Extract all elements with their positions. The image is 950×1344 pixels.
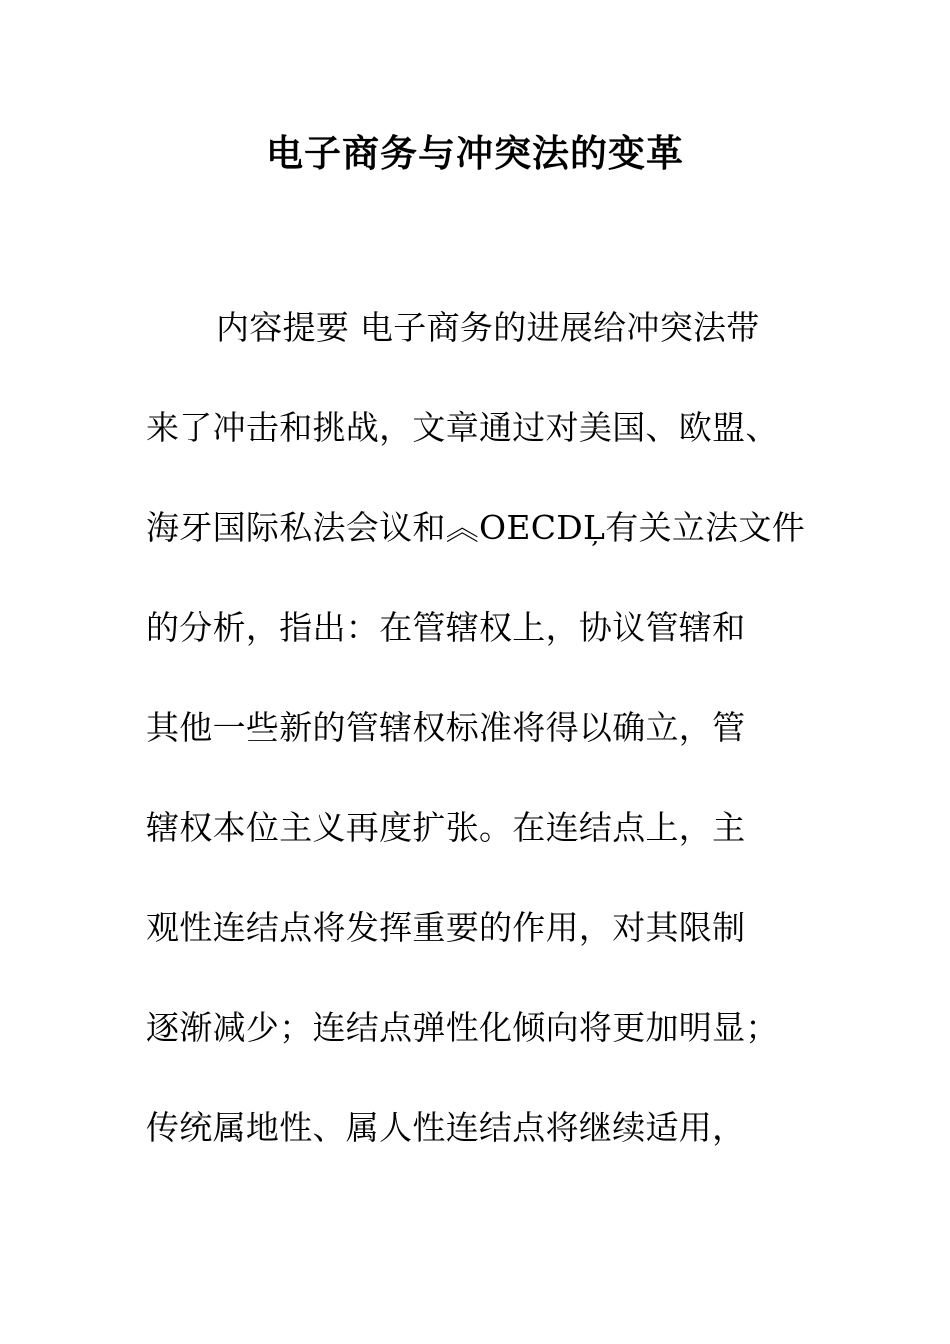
abstract-line-1: 内容提要 电子商务的进展给冲突法带: [216, 308, 760, 347]
abstract-line-5: 其他一些新的管辖权标准将得以确立，管: [146, 708, 746, 747]
abstract-line-4: 的分析，指出：在管辖权上，协议管辖和: [146, 608, 746, 647]
abstract-line-3: 海牙国际私法会议和︽OECDĻ有关立法文件: [146, 508, 806, 547]
abstract-line-9: 传统属地性、属人性连结点将继续适用，: [146, 1108, 746, 1147]
abstract-line-2: 来了冲击和挑战，文章通过对美国、欧盟、: [146, 408, 779, 447]
abstract-line-6: 辖权本位主义再度扩张。在连结点上，主: [146, 808, 746, 847]
abstract-line-8: 逐渐减少；连结点弹性化倾向将更加明显；: [146, 1008, 779, 1047]
abstract-line-7: 观性连结点将发挥重要的作用，对其限制: [146, 908, 746, 947]
document-title: 电子商务与冲突法的变革: [266, 131, 684, 175]
